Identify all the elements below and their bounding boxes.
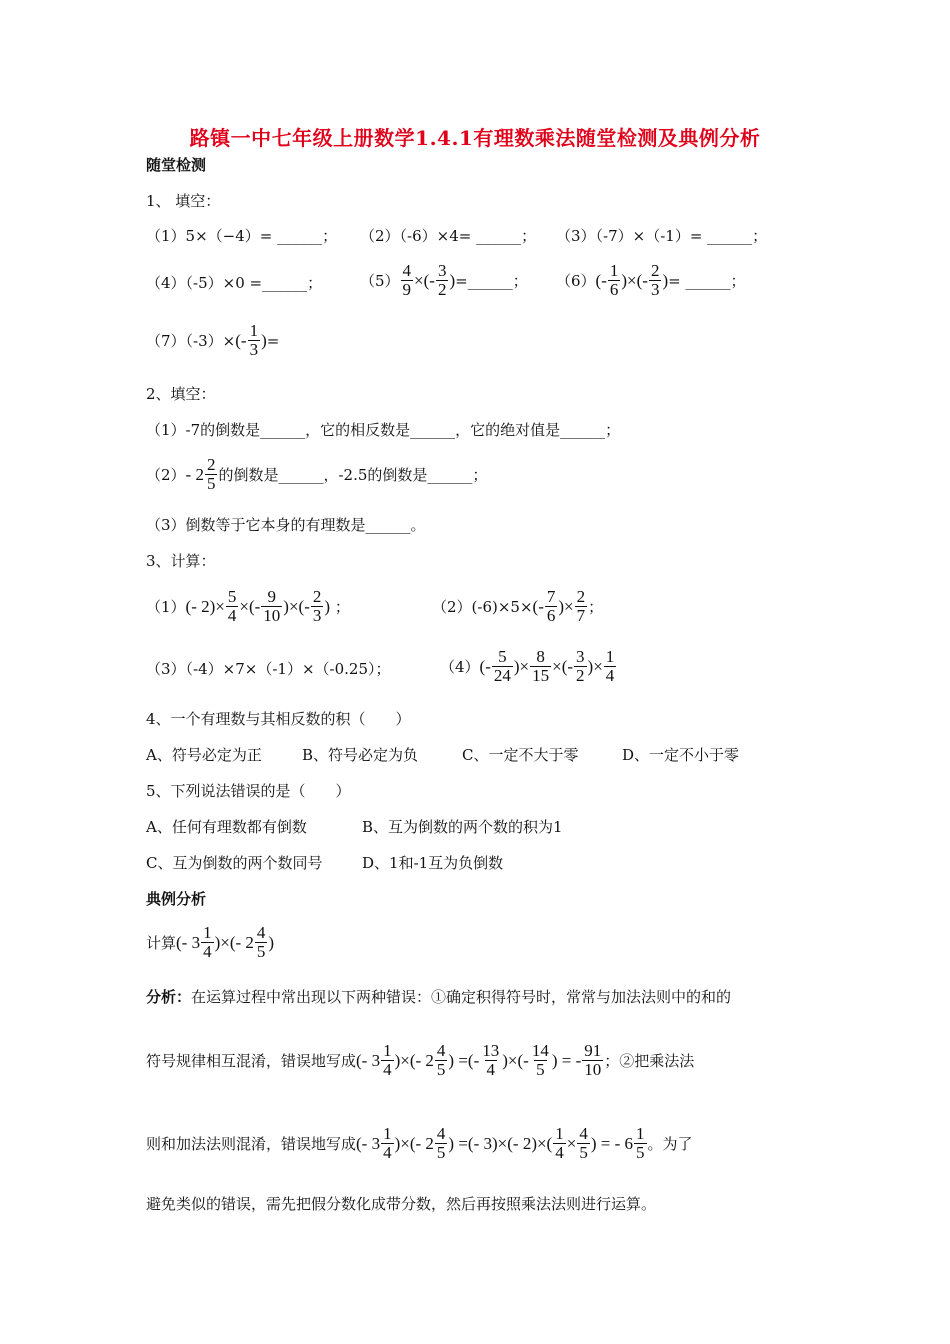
fraction: $\frac{9}{10}$ xyxy=(263,587,281,625)
q3-part1: （1） (- 2)× $\frac{5}{4}$ ×(- $\frac{9}{10}$ )×(- $\frac{2}{3}$ ) ； xyxy=(146,587,350,625)
q5-option-c: C、互为倒数的两个数同号 xyxy=(146,854,323,872)
fraction: $\frac{14}{5}$ xyxy=(531,1041,549,1079)
fraction: $\frac{1}{4}$ xyxy=(605,647,615,685)
q5-option-b: B、互为倒数的两个数的积为1 xyxy=(362,818,563,836)
fraction: $\frac{91}{10}$ xyxy=(584,1041,602,1079)
q1-part2: （2）（-6）×4= ______； xyxy=(360,227,537,245)
fraction: $\frac{1}{4}$ xyxy=(383,1124,392,1162)
q1-part7-label: （7）（-3）× xyxy=(146,332,236,350)
q3-part4: （4） (- $\frac{5}{24}$ )× $\frac{8}{15}$ ×(- $\frac{3}{2}$ )× $\frac{1}{4}$ xyxy=(440,647,615,685)
fraction: $\frac{1}{4}$ xyxy=(203,923,212,961)
fraction: $\frac{2}{5}$ xyxy=(206,455,216,493)
fraction: $\frac{3}{2}$ xyxy=(437,261,447,299)
q2-part2-label: （2） xyxy=(146,466,186,484)
fraction: $\frac{1}{4}$ xyxy=(555,1124,564,1162)
analysis-text-2b: ；②把乘法法 xyxy=(604,1052,695,1070)
q3-part4-label: （4） xyxy=(440,658,480,676)
q1-part6-answer: = ______； xyxy=(668,272,746,290)
fraction: $\frac{4}{9}$ xyxy=(402,261,412,299)
fraction: $\frac{1}{3}$ xyxy=(249,321,259,359)
q2-part3: （3）倒数等于它本身的有理数是______。 xyxy=(146,516,426,534)
fraction: $\frac{2}{3}$ xyxy=(650,261,660,299)
fraction: $\frac{4}{5}$ xyxy=(256,923,266,961)
analysis-text-1: 在运算过程中常出现以下两种错误：①确定积得符号时，常常与加法法则中的和的 xyxy=(191,988,732,1006)
fraction: $\frac{8}{15}$ xyxy=(532,647,550,685)
fraction: $\frac{7}{6}$ xyxy=(546,587,556,625)
q1-part5: （5） $\frac{4}{9}$ ×(- $\frac{3}{2}$ ) =______； xyxy=(360,261,528,299)
analysis-line-2: 符号规律相互混淆，错误地写成 (- 3 $\frac{1}{4}$ )×(- 2 $\frac{4}{5}$ ) =(- $\frac{13}{4}$ )×(- $\frac{14}{5}$ ) = - $\frac{91}{10}$ ；②把乘法法 xyxy=(146,1041,695,1079)
analysis-line-1 xyxy=(146,986,731,1007)
q1-part4: （4）（-5）×0 =______； xyxy=(146,274,323,292)
example-calc-label: 计算 xyxy=(146,934,177,952)
fraction: $\frac{5}{24}$ xyxy=(493,647,511,685)
q5-option-d: D、1和-1互为负倒数 xyxy=(362,854,504,872)
section-heading-practice: 随堂检测 xyxy=(146,156,207,174)
q2-part2: （2） - 2 $\frac{2}{5}$ 的倒数是______，-2.5的倒数是______； xyxy=(146,455,488,493)
q5-option-a: A、任何有理数都有倒数 xyxy=(146,818,307,836)
q1-part3: （3）（-7）×（-1）= ______； xyxy=(556,227,768,245)
section-heading-example: 典例分析 xyxy=(146,890,207,908)
fraction: $\frac{5}{4}$ xyxy=(227,587,237,625)
q1-part5-label: （5） xyxy=(360,272,400,290)
q3-part3: （3）（-4）×7×（-1）×（-0.25）； xyxy=(146,660,391,678)
q4-option-c: C、一定不大于零 xyxy=(462,746,579,764)
q1-part1: （1）5×（−4）= ______； xyxy=(146,227,338,245)
q4-option-d: D、一定不小于零 xyxy=(622,746,740,764)
q1-part6-label: （6） xyxy=(556,272,596,290)
q1-heading: 1、 填空： xyxy=(146,192,221,210)
fraction: $\frac{1}{6}$ xyxy=(609,261,619,299)
fraction: $\frac{3}{2}$ xyxy=(576,647,585,685)
q2-heading: 2、填空： xyxy=(146,385,216,403)
analysis-text-3: 则和加法法则混淆，错误地写成 xyxy=(146,1135,357,1153)
q5-heading: 5、下列说法错误的是（ ） xyxy=(146,782,351,800)
q2-part2-text: 的倒数是______，-2.5的倒数是______； xyxy=(218,466,488,484)
example-problem: 计算 (- 3 $\frac{1}{4}$ )×(- 2 $\frac{4}{5}$ ) xyxy=(146,923,275,961)
document-title: 路镇一中七年级上册数学1.4.1有理数乘法随堂检测及典例分析 xyxy=(189,126,761,150)
q4-option-a: A、符号必定为正 xyxy=(146,746,262,764)
q2-part1: （1）-7的倒数是______，它的相反数是______，它的绝对值是______； xyxy=(146,421,621,439)
q1-part7-answer: = xyxy=(266,331,280,350)
q4-heading: 4、一个有理数与其相反数的积（ ） xyxy=(146,710,411,728)
q1-part7: （7）（-3）× (- $\frac{1}{3}$ ) = xyxy=(146,321,280,359)
analysis-line-3: 则和加法法则混淆，错误地写成 (- 3 $\frac{1}{4}$ )×(- 2 $\frac{4}{5}$ ) =(- 3)×(- 2)×( $\frac{1}{4}$ × $\frac{4}{5}$ ) = - 6 $\frac{1}{5}$ 。为了 xyxy=(146,1124,693,1162)
fraction: $\frac{4}{5}$ xyxy=(579,1124,588,1162)
fraction: $\frac{1}{4}$ xyxy=(383,1041,392,1079)
analysis-text-2: 符号规律相互混淆，错误地写成 xyxy=(146,1052,357,1070)
fraction: $\frac{4}{5}$ xyxy=(436,1124,446,1162)
fraction: $\frac{2}{3}$ xyxy=(312,587,322,625)
q3-part2-label: （2）(-6)×5× xyxy=(432,598,533,616)
analysis-line-4: 避免类似的错误，需先把假分数化成带分数，然后再按照乘法法则进行运算。 xyxy=(146,1195,657,1213)
fraction: $\frac{1}{5}$ xyxy=(636,1124,645,1162)
fraction: $\frac{13}{4}$ xyxy=(482,1041,500,1079)
q3-heading: 3、计算： xyxy=(146,552,216,570)
q4-option-b: B、符号必定为负 xyxy=(302,746,419,764)
q3-part1-label: （1） xyxy=(146,598,186,616)
q1-part5-answer: =______； xyxy=(455,272,528,290)
analysis-label: 分析： xyxy=(146,988,192,1006)
analysis-text-3b: 。为了 xyxy=(647,1135,693,1153)
fraction: $\frac{4}{5}$ xyxy=(436,1041,446,1079)
fraction: $\frac{2}{7}$ xyxy=(576,587,586,625)
q1-part6: （6） (- $\frac{1}{6}$ )×(- $\frac{2}{3}$ ) = ______； xyxy=(556,261,746,299)
q3-part2: （2）(-6)×5× (- $\frac{7}{6}$ )× $\frac{2}{7}$ ； xyxy=(432,587,604,625)
